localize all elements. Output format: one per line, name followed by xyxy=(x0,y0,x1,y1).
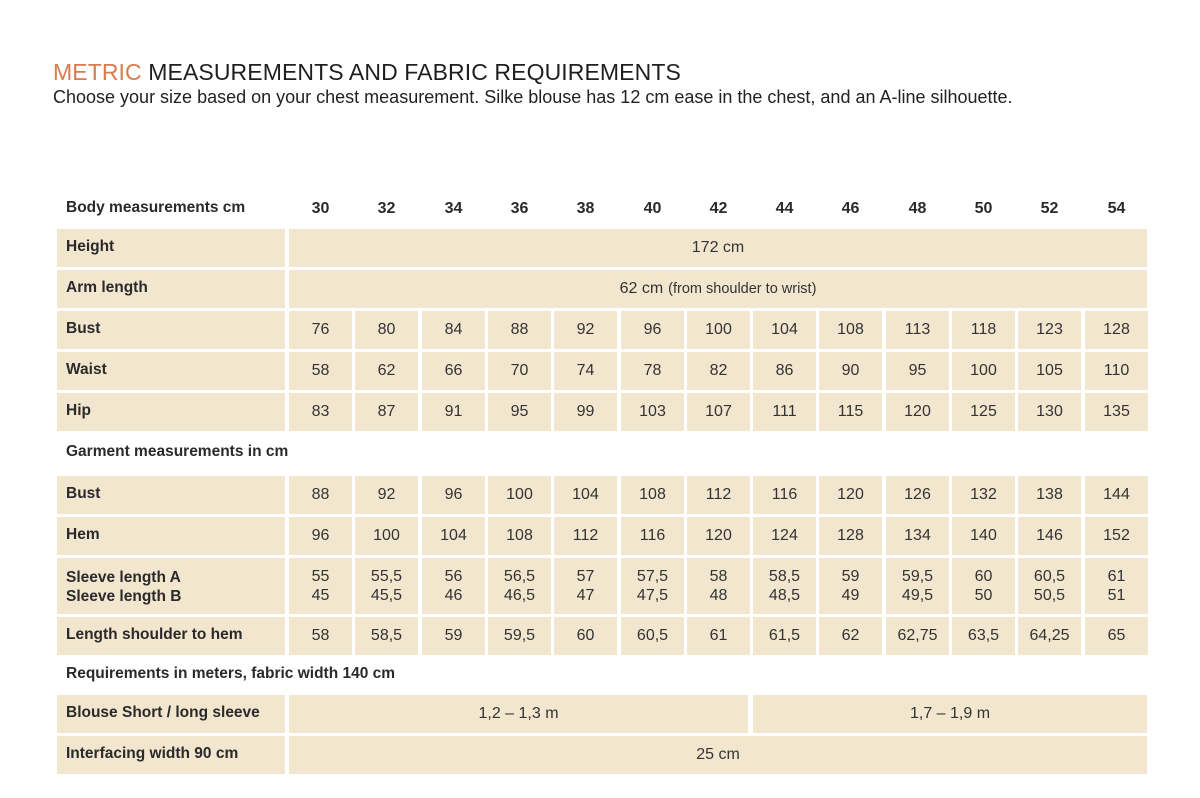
table-cell: 112 xyxy=(554,517,617,555)
size-header: 40 xyxy=(643,200,662,217)
table-cell: 135 xyxy=(1085,393,1148,431)
table-cell: 62 xyxy=(819,617,882,655)
table-cell: 100 xyxy=(488,476,551,514)
sleeve-cell xyxy=(422,558,485,614)
sleeve-cell xyxy=(819,558,882,614)
table-cell: 118 xyxy=(952,311,1015,349)
sleeve-b-value: 48 xyxy=(709,587,728,604)
table-cell: 70 xyxy=(488,352,551,390)
sleeve-cell xyxy=(886,558,949,614)
table-cell: 104 xyxy=(753,311,816,349)
table-cell: 83 xyxy=(289,393,352,431)
sleeve-b-value: 50 xyxy=(974,587,993,604)
row-label-arm-length: Arm length xyxy=(57,270,285,308)
table-cell: 115 xyxy=(819,393,882,431)
page-subtitle: Choose your size based on your chest measurement. Silke blouse has 12 cm ease in the chest, and an A-line silhouette. xyxy=(53,87,1013,107)
sleeve-a-value: 58 xyxy=(709,568,728,585)
body-bust-row xyxy=(57,311,1147,349)
table-cell: 60 xyxy=(554,617,617,655)
height-row xyxy=(57,229,1147,267)
table-cell: 116 xyxy=(753,476,816,514)
table-cell: 130 xyxy=(1018,393,1081,431)
row-label-waist: Waist xyxy=(57,352,285,390)
table-cell: 86 xyxy=(753,352,816,390)
requirements-header-row xyxy=(57,656,1147,694)
sleeve-a-value: 59 xyxy=(841,568,860,585)
table-cell: 90 xyxy=(819,352,882,390)
title-accent: METRIC xyxy=(53,59,142,85)
sleeve-cell xyxy=(1018,558,1081,614)
page-header xyxy=(53,58,1013,108)
table-cell: 74 xyxy=(554,352,617,390)
hip-row xyxy=(57,393,1147,431)
table-cell: 134 xyxy=(886,517,949,555)
body-header-row xyxy=(57,190,1147,228)
sleeve-b-value: 45,5 xyxy=(370,587,403,604)
table-cell: 146 xyxy=(1018,517,1081,555)
blouse-row xyxy=(57,695,1147,733)
table-cell: 62,75 xyxy=(886,617,949,655)
sleeve-a-value: 60,5 xyxy=(1033,568,1066,585)
arm-length-cell xyxy=(289,270,1147,308)
table-cell: 95 xyxy=(488,393,551,431)
table-cell: 125 xyxy=(952,393,1015,431)
requirements-section-label: Requirements in meters, fabric width 140 cm xyxy=(66,665,396,682)
table-cell: 132 xyxy=(952,476,1015,514)
row-label-hem: Hem xyxy=(57,517,285,555)
table-cell: 140 xyxy=(952,517,1015,555)
page-title xyxy=(53,58,1013,86)
table-cell: 103 xyxy=(621,393,684,431)
body-section-label: Body measurements cm xyxy=(66,199,246,216)
table-cell: 96 xyxy=(289,517,352,555)
table-cell: 152 xyxy=(1085,517,1148,555)
table-cell: 65 xyxy=(1085,617,1148,655)
size-header: 36 xyxy=(510,200,529,217)
arm-length-value: 62 cm xyxy=(619,280,664,297)
garment-bust-row xyxy=(57,476,1147,514)
table-cell: 61 xyxy=(687,617,750,655)
table-cell: 76 xyxy=(289,311,352,349)
size-header: 32 xyxy=(377,200,396,217)
table-cell: 62 xyxy=(355,352,418,390)
table-cell: 100 xyxy=(355,517,418,555)
table-cell: 128 xyxy=(1085,311,1148,349)
table-cell: 66 xyxy=(422,352,485,390)
table-cell: 100 xyxy=(952,352,1015,390)
sleeve-a-value: 59,5 xyxy=(901,568,934,585)
table-cell: 58 xyxy=(289,352,352,390)
size-header: 52 xyxy=(1040,200,1059,217)
table-cell: 80 xyxy=(355,311,418,349)
table-cell: 99 xyxy=(554,393,617,431)
sleeve-cell xyxy=(621,558,684,614)
title-rest: MEASUREMENTS AND FABRIC REQUIREMENTS xyxy=(141,59,681,85)
table-cell: 92 xyxy=(554,311,617,349)
table-cell: 108 xyxy=(488,517,551,555)
blouse-value-small: 1,2 – 1,3 m xyxy=(289,695,748,733)
waist-row xyxy=(57,352,1147,390)
sleeve-label-b: Sleeve length B xyxy=(66,588,182,605)
sleeve-row xyxy=(57,558,1147,614)
table-cell: 92 xyxy=(355,476,418,514)
sleeve-a-value: 56,5 xyxy=(503,568,536,585)
garment-section-label: Garment measurements in cm xyxy=(66,443,289,460)
table-cell: 61,5 xyxy=(753,617,816,655)
size-header: 44 xyxy=(775,200,794,217)
table-cell: 116 xyxy=(621,517,684,555)
table-cell: 87 xyxy=(355,393,418,431)
height-value: 172 cm xyxy=(289,229,1147,267)
table-cell: 120 xyxy=(687,517,750,555)
table-cell: 126 xyxy=(886,476,949,514)
table-cell: 84 xyxy=(422,311,485,349)
arm-length-row xyxy=(57,270,1147,308)
size-header: 34 xyxy=(444,200,463,217)
table-cell: 91 xyxy=(422,393,485,431)
sleeve-cell xyxy=(355,558,418,614)
sleeve-cell xyxy=(289,558,352,614)
table-cell: 82 xyxy=(687,352,750,390)
sleeve-cell xyxy=(687,558,750,614)
sleeve-a-value: 61 xyxy=(1107,568,1126,585)
table-cell: 123 xyxy=(1018,311,1081,349)
table-cell: 58,5 xyxy=(355,617,418,655)
sleeve-cell xyxy=(753,558,816,614)
row-label-sleeve xyxy=(57,558,285,614)
table-cell: 59 xyxy=(422,617,485,655)
size-header: 54 xyxy=(1107,200,1126,217)
arm-length-note: (from shoulder to wrist) xyxy=(668,281,817,297)
sleeve-a-value: 57 xyxy=(576,568,595,585)
table-cell: 96 xyxy=(621,311,684,349)
row-label-interfacing: Interfacing width 90 cm xyxy=(57,736,285,774)
table-cell: 124 xyxy=(753,517,816,555)
row-label-bust: Bust xyxy=(57,311,285,349)
row-label-height: Height xyxy=(57,229,285,267)
sleeve-b-value: 48,5 xyxy=(768,587,801,604)
sleeve-a-value: 58,5 xyxy=(768,568,801,585)
sleeve-cell xyxy=(1085,558,1148,614)
interfacing-value: 25 cm xyxy=(289,736,1147,774)
garment-header-row xyxy=(57,434,1147,472)
sleeve-b-value: 49,5 xyxy=(901,587,934,604)
table-cell: 59,5 xyxy=(488,617,551,655)
table-cell: 111 xyxy=(753,393,816,431)
table-cell: 112 xyxy=(687,476,750,514)
table-cell: 110 xyxy=(1085,352,1148,390)
sleeve-b-value: 46,5 xyxy=(503,587,536,604)
size-header: 48 xyxy=(908,200,927,217)
size-header: 42 xyxy=(709,200,728,217)
table-cell: 78 xyxy=(621,352,684,390)
table-cell: 128 xyxy=(819,517,882,555)
table-cell: 88 xyxy=(488,311,551,349)
row-label-length: Length shoulder to hem xyxy=(57,617,285,655)
sleeve-a-value: 55 xyxy=(311,568,330,585)
sleeve-a-value: 60 xyxy=(974,568,993,585)
size-header: 38 xyxy=(576,200,595,217)
table-cell: 104 xyxy=(554,476,617,514)
sleeve-cell xyxy=(952,558,1015,614)
size-header: 30 xyxy=(311,200,330,217)
size-header: 50 xyxy=(974,200,993,217)
row-label-hip: Hip xyxy=(57,393,285,431)
sleeve-b-value: 50,5 xyxy=(1033,587,1066,604)
sleeve-b-value: 51 xyxy=(1107,587,1126,604)
table-cell: 108 xyxy=(819,311,882,349)
table-cell: 138 xyxy=(1018,476,1081,514)
size-header: 46 xyxy=(841,200,860,217)
row-label-blouse: Blouse Short / long sleeve xyxy=(57,695,285,733)
table-cell: 96 xyxy=(422,476,485,514)
table-cell: 113 xyxy=(886,311,949,349)
sleeve-b-value: 49 xyxy=(841,587,860,604)
sleeve-cell xyxy=(488,558,551,614)
hem-row xyxy=(57,517,1147,555)
table-cell: 107 xyxy=(687,393,750,431)
sleeve-b-value: 46 xyxy=(444,587,463,604)
table-cell: 105 xyxy=(1018,352,1081,390)
sleeve-b-value: 45 xyxy=(311,587,330,604)
sleeve-cell xyxy=(554,558,617,614)
table-cell: 100 xyxy=(687,311,750,349)
table-cell: 120 xyxy=(886,393,949,431)
sleeve-a-value: 55,5 xyxy=(370,568,403,585)
sleeve-a-value: 56 xyxy=(444,568,463,585)
length-row xyxy=(57,617,1147,655)
table-cell: 104 xyxy=(422,517,485,555)
table-cell: 95 xyxy=(886,352,949,390)
table-cell: 120 xyxy=(819,476,882,514)
table-cell: 88 xyxy=(289,476,352,514)
row-label-garment-bust: Bust xyxy=(57,476,285,514)
interfacing-row xyxy=(57,736,1147,774)
sleeve-label-a: Sleeve length A xyxy=(66,569,181,586)
table-cell: 58 xyxy=(289,617,352,655)
sleeve-a-value: 57,5 xyxy=(636,568,669,585)
table-cell: 63,5 xyxy=(952,617,1015,655)
sleeve-b-value: 47 xyxy=(576,587,595,604)
table-cell: 108 xyxy=(621,476,684,514)
table-cell: 60,5 xyxy=(621,617,684,655)
sleeve-b-value: 47,5 xyxy=(636,587,669,604)
blouse-value-large: 1,7 – 1,9 m xyxy=(753,695,1147,733)
table-cell: 64,25 xyxy=(1018,617,1081,655)
table-cell: 144 xyxy=(1085,476,1148,514)
